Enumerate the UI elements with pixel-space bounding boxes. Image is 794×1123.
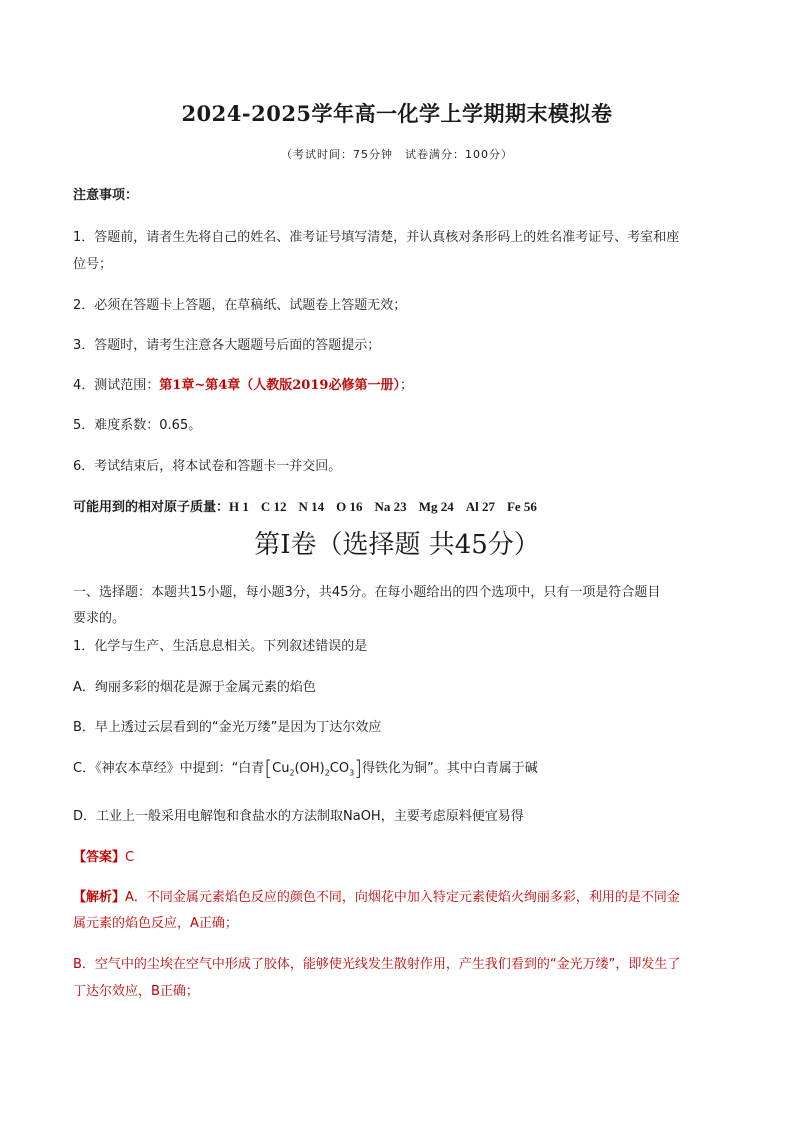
analysis-label: 【解析】	[73, 890, 126, 905]
note-item-3: 3．答题时，请考生注意各大题题号后面的答题提示；	[73, 338, 381, 353]
answer	[73, 846, 134, 865]
element-na: Na 23	[374, 499, 407, 514]
note-item-4-suffix: ；	[399, 378, 413, 393]
note-item-4	[73, 374, 413, 393]
atomic-masses-label: 可能用到的相对原子质量：	[73, 500, 230, 515]
test-scope: 第1章~第4章（人教版2019必修第一册）	[159, 378, 400, 393]
note-item-5: 5．难度系数：0.65。	[73, 418, 202, 433]
note-item-1-line-1: 1．答题前，请者生先将自己的姓名、准考证号填写清楚，并认真核对条形码上的姓名准考证号、考室和座	[73, 230, 680, 245]
option-c-suffix: 得铁化为铜”。其中白青属于碱	[362, 761, 538, 776]
analysis-a-line-2: 属元素的焰色反应，A正确；	[73, 916, 238, 931]
question-1-stem: 1．化学与生产、生活息息相关。下列叙述错误的是	[73, 639, 368, 654]
analysis-b-line-1: B．空气中的尘埃在空气中形成了胶体，能够使光线发生散射作用，产生我们看到的“金光万缕”，即发生了	[73, 957, 681, 972]
answer-value: C	[125, 850, 135, 865]
atomic-masses	[73, 496, 549, 515]
analysis-a-text: A．不同金属元素焰色反应的颜色不同，向烟花中加入特定元素使焰火绚丽多彩，利用的是不同金	[125, 890, 680, 905]
part1-intro-line-1: 一、选择题：本题共15小题，每小题3分，共45分。在每小题给出的四个选项中，只有一项是符合题目	[73, 585, 661, 600]
question-1-option-c	[73, 756, 538, 780]
part1-intro-line-2: 要求的。	[73, 611, 126, 626]
question-1-option-d: D．工业上一般采用电解饱和食盐水的方法制取NaOH，主要考虑原料便宜易得	[73, 809, 524, 824]
question-1-option-b: B．早上透过云层看到的“金光万缕”是因为丁达尔效应	[73, 720, 382, 735]
element-mg: Mg 24	[418, 499, 454, 514]
exam-subtitle: （考试时间：75分钟 试卷满分：100分）	[281, 148, 513, 161]
element-fe: Fe 56	[506, 499, 537, 514]
element-c: C 12	[260, 499, 287, 514]
option-c-prefix: C．《神农本草经》中提到：“白青	[73, 761, 265, 776]
exam-title: 2024-2025学年高一化学上学期期末模拟卷	[181, 101, 613, 126]
chemical-formula: $[Cu_2(OH)_2CO_3]$	[264, 756, 363, 780]
notes-heading: 注意事项：	[73, 188, 139, 203]
note-item-6: 6．考试结束后，将本试卷和答题卡一并交回。	[73, 459, 342, 474]
analysis-a-line-1	[73, 886, 680, 905]
note-item-2: 2．必须在答题卡上答题，在草稿纸、试题卷上答题无效；	[73, 298, 407, 313]
note-item-4-prefix: 4．测试范围：	[73, 378, 160, 393]
element-al: Al 27	[465, 499, 495, 514]
left-bracket: [	[264, 756, 273, 780]
analysis-b-line-2: 丁达尔效应，B正确；	[73, 984, 199, 999]
element-o: O 16	[336, 499, 363, 514]
question-1-option-a: A．绚丽多彩的烟花是源于金属元素的焰色	[73, 680, 316, 695]
element-n: N 14	[298, 499, 325, 514]
answer-label: 【答案】	[73, 850, 126, 865]
right-bracket: ]	[354, 756, 363, 780]
note-item-1-line-2: 位号；	[73, 257, 113, 272]
section-title: 第Ⅰ卷（选择题 共45分）	[254, 530, 540, 560]
element-h: H 1	[229, 499, 249, 514]
